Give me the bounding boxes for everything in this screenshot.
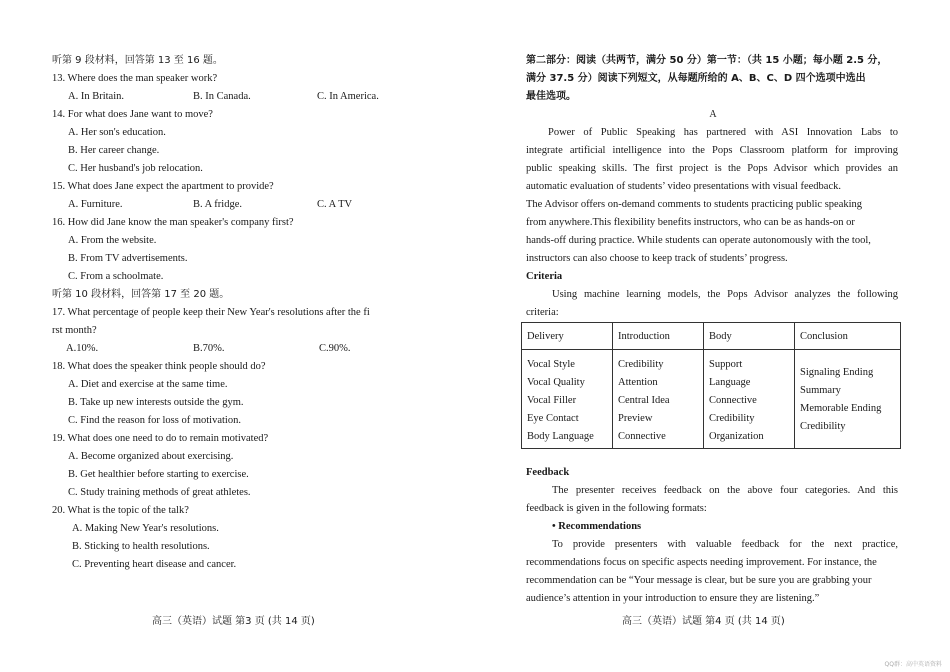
feedback-heading: Feedback [526,467,570,478]
q18-option-c: C. Find the reason for loss of motivation. [68,415,241,426]
left-page-footer: 高三（英语）试题 第3 页 (共 14 页) [152,616,315,627]
section-9-header: 听第 9 段材料，回答第 13 至 16 题。 [52,55,223,66]
introduction-item: Attention [618,377,658,388]
q20-option-b: B. Sticking to health resolutions. [72,541,210,552]
introduction-item: Preview [618,413,653,424]
q13-option-a: A. In Britain. [68,91,124,102]
introduction-item: Central Idea [618,395,670,406]
q17-option-a: A.10%. [66,343,99,354]
q16-option-b: B. From TV advertisements. [68,253,188,264]
passage-p2-line3: hands-off during practice. While students can operate autonomously with the tool, [526,235,871,246]
q14-stem: 14. For what does Jane want to move? [52,109,213,120]
q15-option-a: A. Furniture. [68,199,123,210]
q13-option-b: B. In Canada. [193,91,251,102]
delivery-item: Vocal Filler [527,395,577,406]
part2-instructions-line1: 第二部分：阅读（共两节，满分 50 分）第一节：（共 15 小题；每小题 2.5 分， [526,55,888,66]
q18-option-a: A. Diet and exercise at the same time. [68,379,228,390]
q17-option-c: C.90%. [319,343,351,354]
header-conclusion: Conclusion [795,323,901,350]
delivery-item: Vocal Style [527,359,575,370]
passage-p2-line1: The Advisor offers on-demand comments to students practicing public speaking [526,199,863,210]
body-cell [704,350,795,449]
delivery-cell [522,350,613,449]
conclusion-item: Summary [800,385,841,396]
delivery-item: Body Language [527,431,594,442]
right-page-footer: 高三（英语）试题 第4 页 (共 14 页) [622,616,785,627]
q17-stem-line1: 17. What percentage of people keep their New Year's resolutions after the fi [52,307,370,318]
criteria-table-header-row [522,323,901,350]
q20-option-c: C. Preventing heart disease and cancer. [72,559,237,570]
introduction-item: Connective [618,431,666,442]
introduction-item: Credibility [618,359,664,370]
q18-stem: 18. What does the speaker think people should do? [52,361,266,372]
q14-option-b: B. Her career change. [68,145,160,156]
passage-p2-line4: instructors can also choose to keep track of students’ progress. [526,253,788,264]
feedback-intro-line1: The presenter receives feedback on the above four categories. And this [552,485,898,496]
introduction-cell [613,350,704,449]
passage-p2-line2: from anywhere.This flexibility benefits instructors, who can be as hands-on or [526,217,855,228]
q19-stem: 19. What does one need to do to remain motivated? [52,433,269,444]
part2-instructions-line2: 满分 37.5 分）阅读下列短文，从每题所给的 A、B、C、D 四个选项中选出 [526,73,866,84]
section-10-header: 听第 10 段材料，回答第 17 至 20 题。 [52,289,230,300]
header-introduction: Introduction [613,323,704,350]
q15-stem: 15. What does Jane expect the apartment to provide? [52,181,274,192]
q13-stem: 13. Where does the man speaker work? [52,73,218,84]
criteria-intro-line2: criteria: [526,307,559,318]
q15-option-c: C. A TV [317,199,353,210]
criteria-table [521,322,901,449]
body-item: Connective [709,395,757,406]
conclusion-item: Memorable Ending [800,403,882,414]
q16-option-c: C. From a schoolmate. [68,271,164,282]
feedback-intro-line2: feedback is given in the following formats: [526,503,707,514]
body-item: Language [709,377,751,388]
passage-p1-line4: automatic evaluation of students’ video presentations with visual feedback. [526,181,842,192]
body-item: Credibility [709,413,755,424]
delivery-item: Eye Contact [527,413,579,424]
recommendations-line1: To provide presenters with valuable feedback for the next practice, [552,539,898,550]
q17-stem-line2: rst month? [52,325,97,336]
q19-option-c: C. Study training methods of great athletes. [68,487,251,498]
q18-option-b: B. Take up new interests outside the gym. [68,397,244,408]
part2-instructions-line3: 最佳选项。 [526,91,576,102]
recommendations-line4: audience’s attention in your introduction to ensure they are listening.” [526,593,820,604]
watermark: QQ群：高中英语资料 [884,661,942,668]
body-item: Support [709,359,743,370]
q14-option-c: C. Her husband's job relocation. [68,163,203,174]
q16-stem: 16. How did Jane know the man speaker's company first? [52,217,294,228]
header-delivery: Delivery [522,323,613,350]
q15-option-b: B. A fridge. [193,199,242,210]
q14-option-a: A. Her son's education. [68,127,166,138]
q16-option-a: A. From the website. [68,235,157,246]
q19-option-a: A. Become organized about exercising. [68,451,234,462]
conclusion-cell [795,350,901,449]
passage-label: A [709,109,717,120]
q17-option-b: B.70%. [193,343,225,354]
recommendations-heading: • Recommendations [552,521,642,532]
q19-option-b: B. Get healthier before starting to exercise. [68,469,249,480]
passage-p1-line1: Power of Public Speaking has partnered with ASI Innovation Labs to [548,127,898,138]
header-body: Body [704,323,795,350]
passage-p1-line2: integrate artificial intelligence into the Pops Classroom platform for improving [526,145,898,156]
q20-stem: 20. What is the topic of the talk? [52,505,189,516]
criteria-table-body-row [522,350,901,449]
criteria-intro-line1: Using machine learning models, the Pops Advisor analyzes the following [552,289,898,300]
recommendations-line2: recommendations focus on specific aspects needing improvement. For instance, the [526,557,877,568]
criteria-heading: Criteria [526,271,563,282]
conclusion-item: Signaling Ending [800,367,874,378]
conclusion-item: Credibility [800,421,846,432]
recommendations-line3: recommendation can be “Your message is clear, but be sure you are grabbing your [526,575,872,586]
passage-p1-line3: public speaking skills. The first project is the Pops Advisor which provides an [526,163,898,174]
body-item: Organization [709,431,764,442]
q20-option-a: A. Making New Year's resolutions. [72,523,219,534]
q13-option-c: C. In America. [317,91,379,102]
delivery-item: Vocal Quality [527,377,585,388]
